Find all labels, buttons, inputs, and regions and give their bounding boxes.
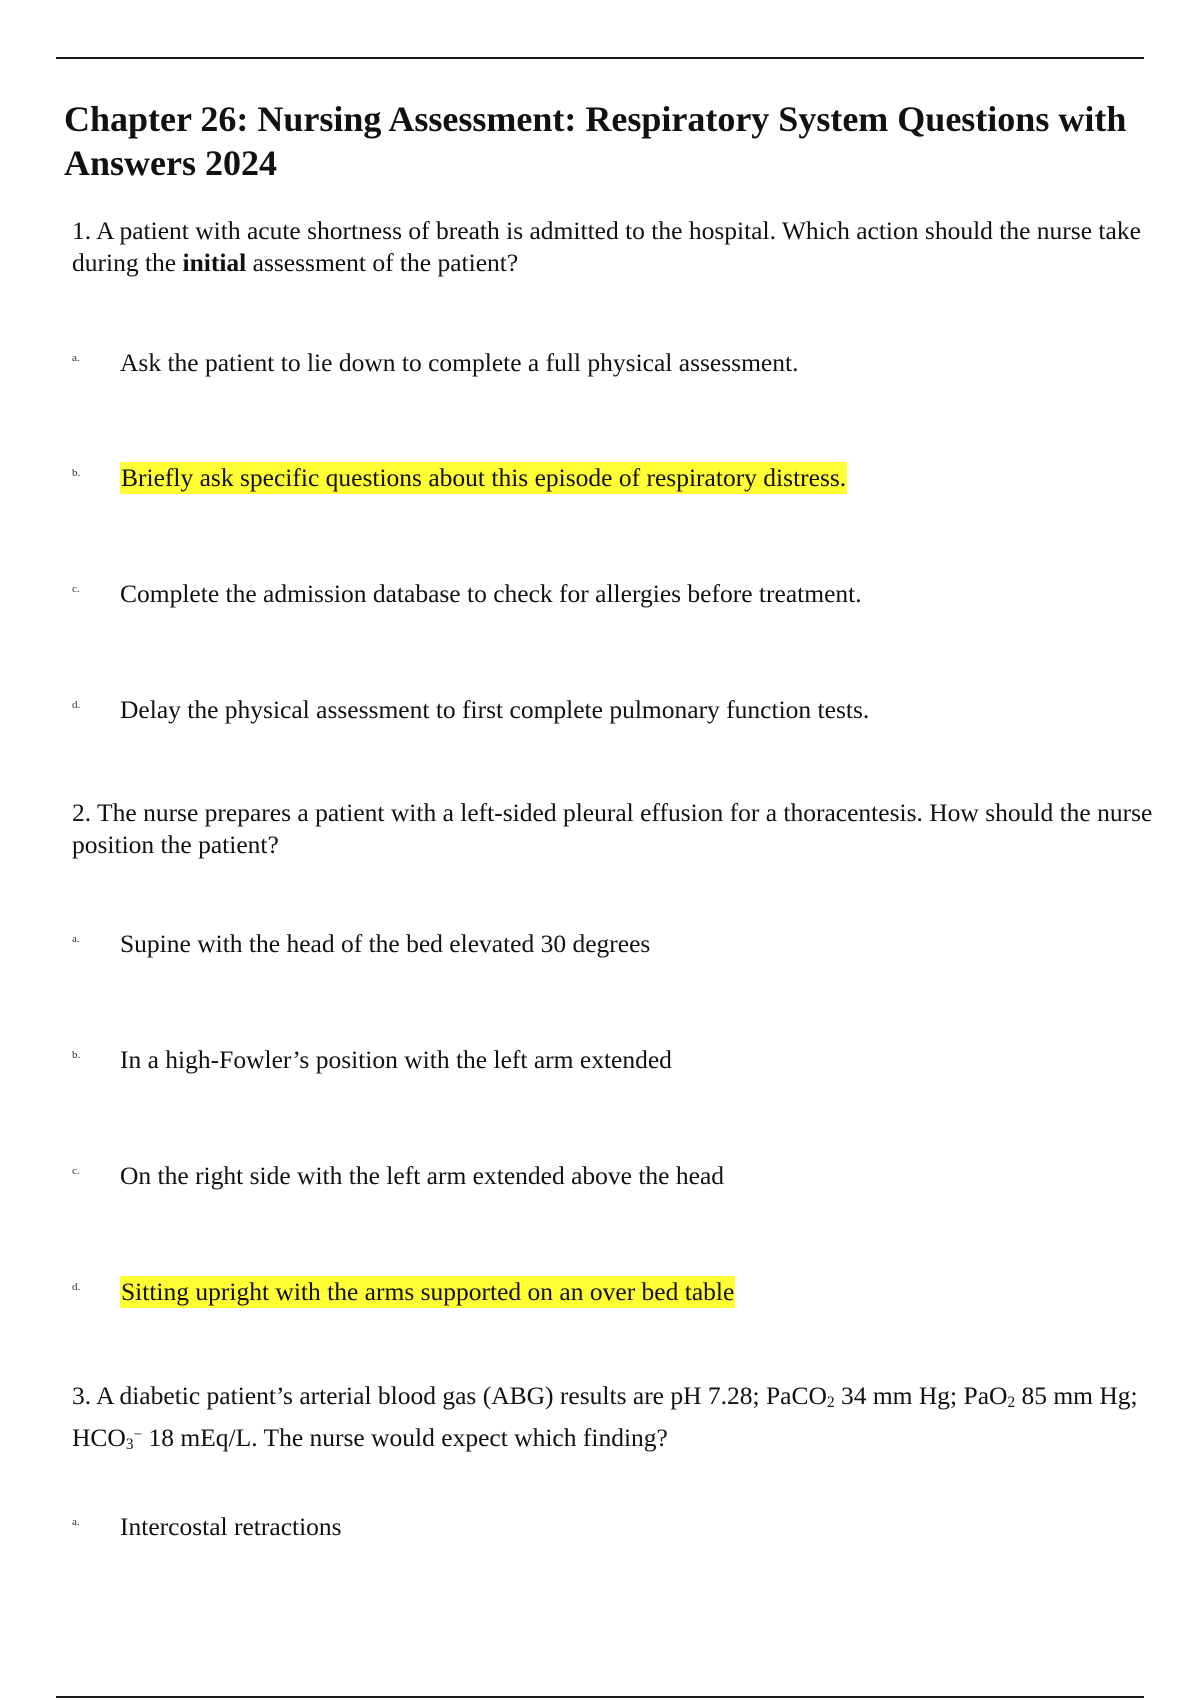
- top-rule: [56, 57, 1144, 59]
- question-3-option-a: [72, 1511, 1122, 1545]
- question-2-number: 2.: [72, 798, 92, 827]
- question-2-option-d: [72, 1276, 1122, 1310]
- question-3: [72, 1380, 1162, 1461]
- question-1-emphasis: initial: [182, 248, 247, 277]
- question-3-text-part-1: A diabetic patient’s arterial blood gas (ABG) results are pH 7.28; PaCO: [96, 1381, 827, 1410]
- option-letter: b.: [72, 467, 81, 479]
- option-text-highlighted-answer: Briefly ask specific questions about this episode of respiratory distress.: [121, 463, 847, 492]
- question-1-text-after: assessment of the patient?: [252, 248, 519, 277]
- option-letter: c.: [72, 1165, 80, 1177]
- option-letter: d.: [72, 699, 81, 711]
- question-3-text-part-2: 34 mm Hg; PaO: [834, 1381, 1008, 1410]
- question-1-number: 1.: [72, 216, 92, 245]
- question-1-option-a: [72, 347, 1122, 381]
- option-letter: c.: [72, 583, 80, 595]
- question-2-option-b: [72, 1044, 1122, 1078]
- option-text: Intercostal retractions: [120, 1512, 342, 1541]
- option-letter: d.: [72, 1281, 81, 1293]
- superscript: −: [133, 1426, 143, 1444]
- question-2-option-a: [72, 928, 1122, 962]
- option-text: In a high-Fowler’s position with the left arm extended: [120, 1045, 672, 1074]
- question-1-option-c: [72, 578, 1122, 612]
- subscript: 2: [1007, 1394, 1016, 1412]
- question-3-text-part-3: 85 mm Hg; HCO: [72, 1381, 1138, 1452]
- option-letter: a.: [72, 933, 80, 945]
- question-1-option-b: [72, 462, 1122, 496]
- bottom-rule: [56, 1696, 1144, 1698]
- question-1: [72, 215, 1162, 279]
- option-letter: a.: [72, 352, 80, 364]
- question-3-number: 3.: [72, 1381, 92, 1410]
- option-text: On the right side with the left arm extended above the head: [120, 1161, 725, 1190]
- question-1-text-before: A patient with acute shortness of breath is admitted to the hospital. Which action should the nurse take during the: [72, 216, 1141, 277]
- question-2: [72, 797, 1162, 861]
- question-3-text-part-4: 18 mEq/L. The nurse would expect which finding?: [142, 1422, 668, 1452]
- question-1-option-d: [72, 694, 1122, 728]
- option-text-highlighted-answer: Sitting upright with the arms supported on an over bed table: [121, 1277, 735, 1306]
- option-text: Ask the patient to lie down to complete a full physical assessment.: [120, 348, 799, 377]
- subscript: 2: [826, 1394, 835, 1412]
- question-2-text: The nurse prepares a patient with a left-sided pleural effusion for a thoracentesis. How should the nurse position the patient?: [72, 798, 1153, 859]
- document-title: Chapter 26: Nursing Assessment: Respiratory System Questions with Answers 2024: [64, 99, 1127, 183]
- option-text: Complete the admission database to check for allergies before treatment.: [120, 579, 862, 608]
- option-letter: a.: [72, 1516, 80, 1528]
- option-text: Delay the physical assessment to first complete pulmonary function tests.: [120, 695, 870, 724]
- question-2-option-c: [72, 1160, 1122, 1194]
- option-text: Supine with the head of the bed elevated 30 degrees: [120, 929, 651, 958]
- option-letter: b.: [72, 1049, 81, 1061]
- subscript: 3: [125, 1435, 134, 1453]
